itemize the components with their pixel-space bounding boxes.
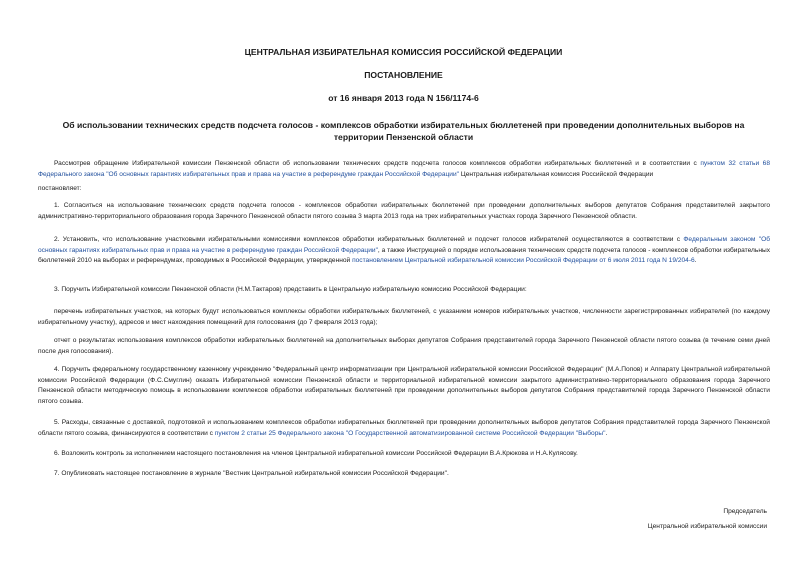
document-date-number: от 16 января 2013 года N 156/1174-6 xyxy=(328,93,479,103)
cec-resolution-link[interactable]: постановлением Центральной избирательной комиссии Российской Федерации от 6 июля 2011 года N 19/204-6 xyxy=(352,257,695,265)
item-5-text-b: . xyxy=(605,429,608,437)
signature-title: Председатель xyxy=(723,508,767,515)
item-1-paragraph: 1. Согласиться на использование технических средств подсчета голосов - комплексов обработки избирательных бюллетеней при проведении дополнительных выборов депутатов Собрания представителей закрытого административно-территориального образования города Заречного Пензенской области пятого созыва 3 марта 2013 года на трех избирательных участках города Заречного Пензенской области. xyxy=(38,202,770,220)
item-2-text-c: . xyxy=(694,257,697,265)
item-7-paragraph: 7. Опубликовать настоящее постановление в журнале "Вестник Центральной избирательной комиссии Российской Федерации". xyxy=(54,470,449,477)
item-4-paragraph: 4. Поручить федеральному государственному казенному учреждению "Федеральный центр информатизации при Центральной избирательной комиссии Российской Федерации" (М.А.Попов) и Аппарату Центральной избирательной комиссии Российской Федерации (Ф.С.Смуглин) оказать Избирательной комиссии Пензенской области и территориальной избирательной комиссии закрытого административно-территориального образования города Заречного Пензенской области методическую помощь в использовании комплексов обработки избирательных бюллетеней при проведении дополнительных выборов депутатов Собрания представителей города Заречного Пензенской области пятого созыва. xyxy=(38,366,770,405)
document-title: Об использовании технических средств подсчета голосов - комплексов обработки избирательных бюллетеней при проведении дополнительных выборов на территории Пензенской области xyxy=(62,120,745,142)
organization-heading: ЦЕНТРАЛЬНАЯ ИЗБИРАТЕЛЬНАЯ КОМИССИЯ РОССИЙСКОЙ ФЕДЕРАЦИИ xyxy=(244,47,563,57)
item-3-paragraph: 3. Поручить Избирательной комиссии Пензенской области (Н.М.Тактаров) представить в Центральную избирательную комиссию Российской Федерации: xyxy=(54,286,527,293)
item-6-paragraph: 6. Возложить контроль за исполнением настоящего постановления на членов Центральной избирательной комиссии Российской Федерации В.А.Крюкова и Н.А.Кулясову. xyxy=(54,450,578,457)
document-type-heading: ПОСТАНОВЛЕНИЕ xyxy=(364,70,443,80)
gas-vybory-law-link[interactable]: пунктом 2 статьи 25 Федерального закона "О Государственной автоматизированной системе Российской Федерации "Выборы" xyxy=(214,429,606,437)
item-2-text-a: 2. Установить, что использование участковыми избирательными комиссиями комплексов обработки избирательных бюллетеней и подсчет голосов избирателей осуществляются в соответствии с xyxy=(54,236,684,243)
item-2-text-b: , а также Инструкцией о порядке использования технических средств подсчета голосов - комплексов обработки избирательных бюллетеней 2010 на выборах и референдумах, проводимых в Российской Федерации, утвержденной xyxy=(38,246,771,265)
preamble-text: Рассмотрев обращение Избирательной комиссии Пензенской области об использовании технических средств подсчета голосов комплексов обработки избирательных бюллетеней и в соответствии с xyxy=(54,160,701,167)
signature-organization: Центральной избирательной комиссии xyxy=(647,523,767,530)
federal-law-link[interactable]: Федеральным законом "Об основных гарантиях избирательных прав и права на участие в референдуме граждан Российской Федерации" xyxy=(38,236,771,254)
preamble-paragraph xyxy=(38,159,770,180)
resolves-line: постановляет: xyxy=(38,185,82,192)
item-3-list-item-1: перечень избирательных участков, на которых будут использоваться комплексы обработки избирательных бюллетеней, с указанием номеров избирательных участков, численности зарегистрированных избирателей (по каждому избирательному участку), адресов и мест нахождения помещений для голосования (до 7 февраля 2013 года); xyxy=(38,308,770,326)
preamble-tail: Центральная избирательная комиссия Российской Федерации xyxy=(458,170,654,178)
item-2-paragraph xyxy=(38,235,770,267)
item-3-list-item-2: отчет о результатах использования комплексов обработки избирательных бюллетеней на дополнительных выборах депутатов Собрания представителей города Заречного Пензенской области пятого созыва (в течение семи дней после дня голосования). xyxy=(38,337,770,355)
preamble-law-link[interactable]: пунктом 32 статьи 68 Федерального закона "Об основных гарантиях избирательных прав и права на участие в референдуме граждан Российской Федерации" xyxy=(38,160,770,178)
item-5-paragraph xyxy=(38,418,770,439)
item-5-text-a: 5. Расходы, связанные с доставкой, подготовкой и использованием комплексов обработки избирательных бюллетеней при проведении дополнительных выборов депутатов Собрания представителей города Заречного Пензенской области пятого созыва, финансируются в соответствии с xyxy=(38,419,770,437)
